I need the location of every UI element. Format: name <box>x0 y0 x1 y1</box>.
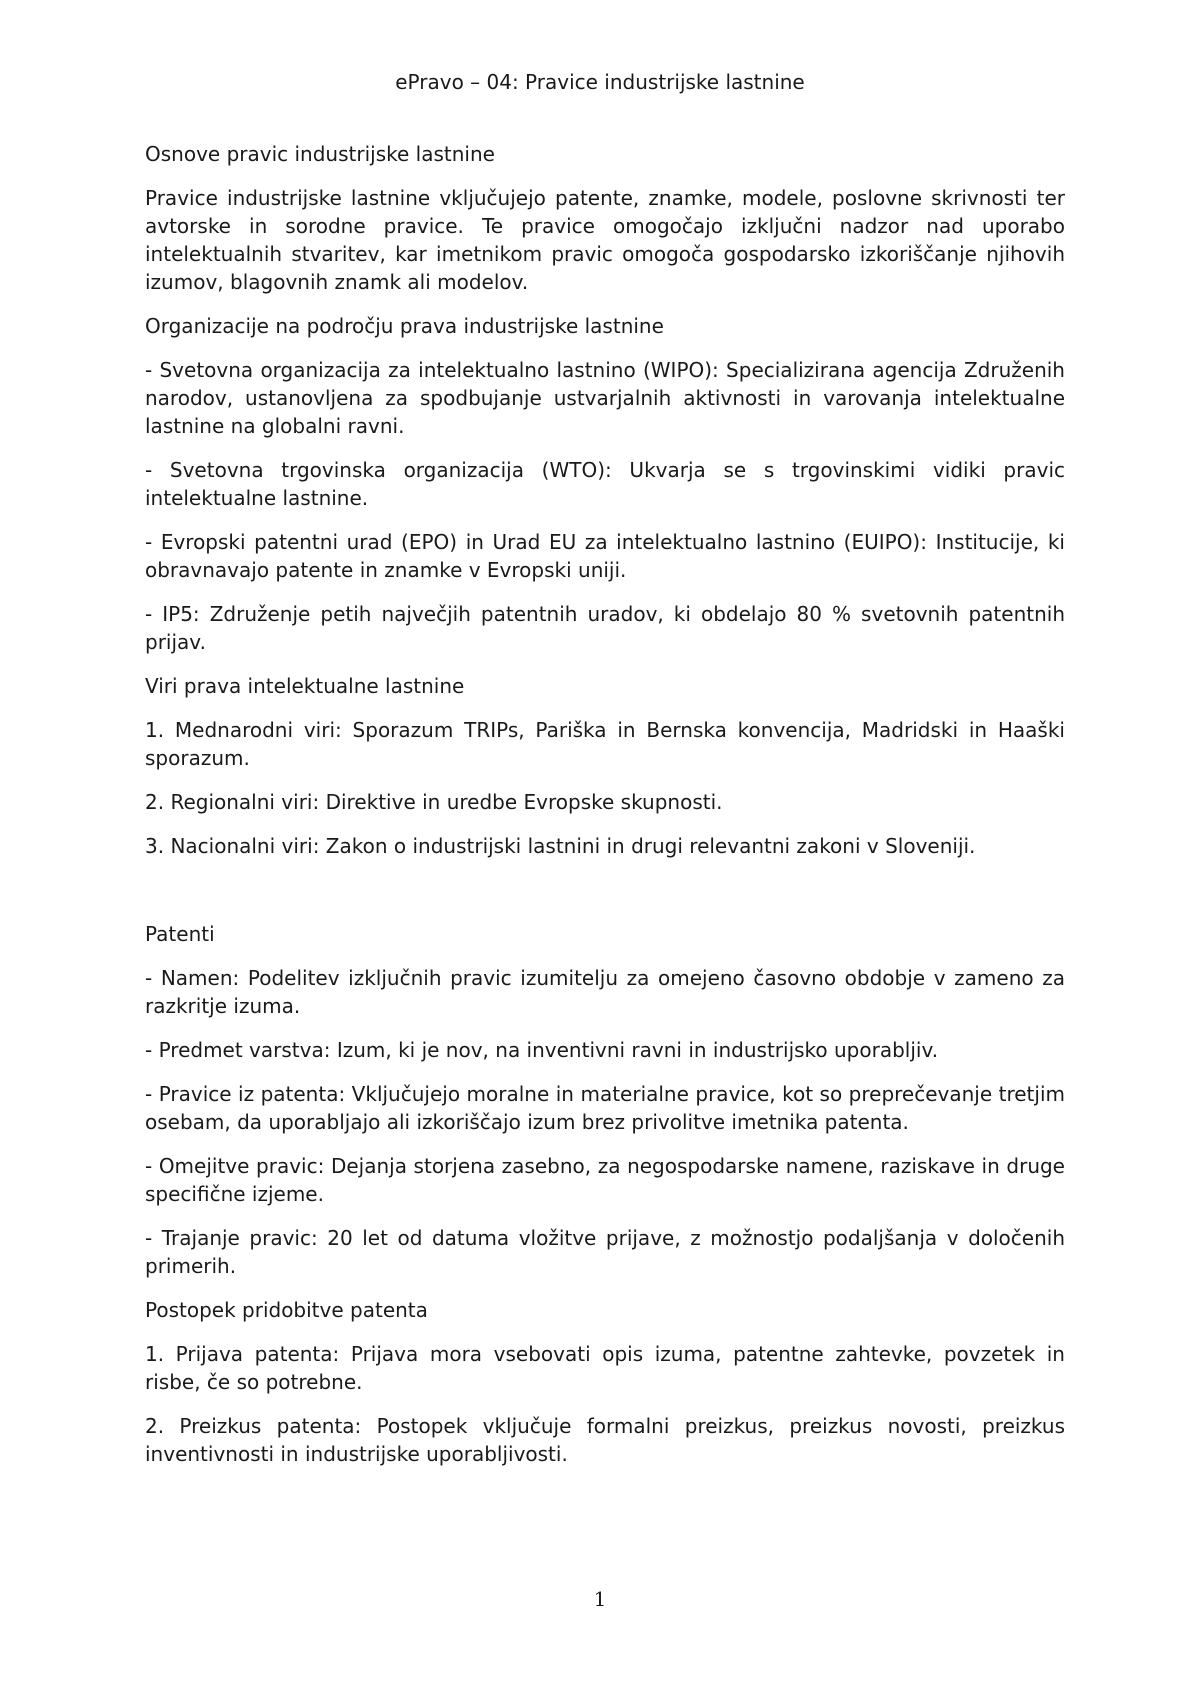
list-item-prijava-patenta: 1. Prijava patenta: Prijava mora vsebovati opis izuma, patentne zahtevke, povzetek in risbe, če so potrebne. <box>145 1342 1065 1394</box>
list-item-pravice-iz-patenta: - Pravice iz patenta: Vključujejo moralne in materialne pravice, kot so preprečevanje tretjim osebam, da uporabljajo ali izkoriščajo izum brez privolitve imetnika patenta. <box>145 1082 1065 1134</box>
section-heading-osnove: Osnove pravic industrijske lastnine <box>145 142 495 166</box>
list-item-ip5: - IP5: Združenje petih največjih patentnih uradov, ki obdelajo 80 % svetovnih patentnih prijav. <box>145 602 1065 654</box>
page-number: 1 <box>593 1587 607 1611</box>
list-item-regionalni-viri: 2. Regionalni viri: Direktive in uredbe Evropske skupnosti. <box>145 790 723 814</box>
list-item-preizkus-patenta: 2. Preizkus patenta: Postopek vključuje formalni preizkus, preizkus novosti, preizkus inventivnosti in industrijske uporabljivosti. <box>145 1414 1065 1466</box>
section-heading-viri: Viri prava intelektualne lastnine <box>145 674 465 698</box>
paragraph-osnove: Pravice industrijske lastnine vključujejo patente, znamke, modele, poslovne skrivnosti ter avtorske in sorodne pravice. Te pravice omogočajo izključni nadzor nad uporabo intelektualnih stvaritev, kar imetnikom pravic omogoča gospodarsko izkoriščanje njihovih izumov, blagovnih znamk ali modelov. <box>145 186 1065 294</box>
page-header: ePravo – 04: Pravice industrijske lastnine <box>395 70 805 94</box>
section-heading-organizacije: Organizacije na področju prava industrijske lastnine <box>145 314 664 338</box>
list-item-epo-euipo: - Evropski patentni urad (EPO) in Urad EU za intelektualno lastnino (EUIPO): Institucije, ki obravnavajo patente in znamke v Evropski uniji. <box>145 530 1065 582</box>
list-item-predmet-varstva: - Predmet varstva: Izum, ki je nov, na inventivni ravni in industrijsko uporabljiv. <box>145 1038 939 1062</box>
list-item-wipo: - Svetovna organizacija za intelektualno lastnino (WIPO): Specializirana agencija Združenih narodov, ustanovljena za spodbujanje ustvarjalnih aktivnosti in varovanja intelektualne lastnine na globalni ravni. <box>145 358 1065 438</box>
list-item-trajanje-pravic: - Trajanje pravic: 20 let od datuma vložitve prijave, z možnostjo podaljšanja v določenih primerih. <box>145 1226 1065 1278</box>
section-heading-postopek: Postopek pridobitve patenta <box>145 1298 428 1322</box>
list-item-omejitve-pravic: - Omejitve pravic: Dejanja storjena zasebno, za negospodarske namene, raziskave in druge specifične izjeme. <box>145 1154 1065 1206</box>
document-body <box>145 140 1065 1484</box>
list-item-mednarodni-viri: 1. Mednarodni viri: Sporazum TRIPs, Pariška in Bernska konvencija, Madridski in Haaški sporazum. <box>145 718 1065 770</box>
blank-line <box>145 876 1065 920</box>
list-item-wto: - Svetovna trgovinska organizacija (WTO): Ukvarja se s trgovinskimi vidiki pravic intelektualne lastnine. <box>145 458 1065 510</box>
list-item-namen: - Namen: Podelitev izključnih pravic izumitelju za omejeno časovno obdobje v zameno za razkritje izuma. <box>145 966 1065 1018</box>
section-heading-patenti: Patenti <box>145 922 215 946</box>
list-item-nacionalni-viri: 3. Nacionalni viri: Zakon o industrijski lastnini in drugi relevantni zakoni v Sloveniji. <box>145 834 976 858</box>
